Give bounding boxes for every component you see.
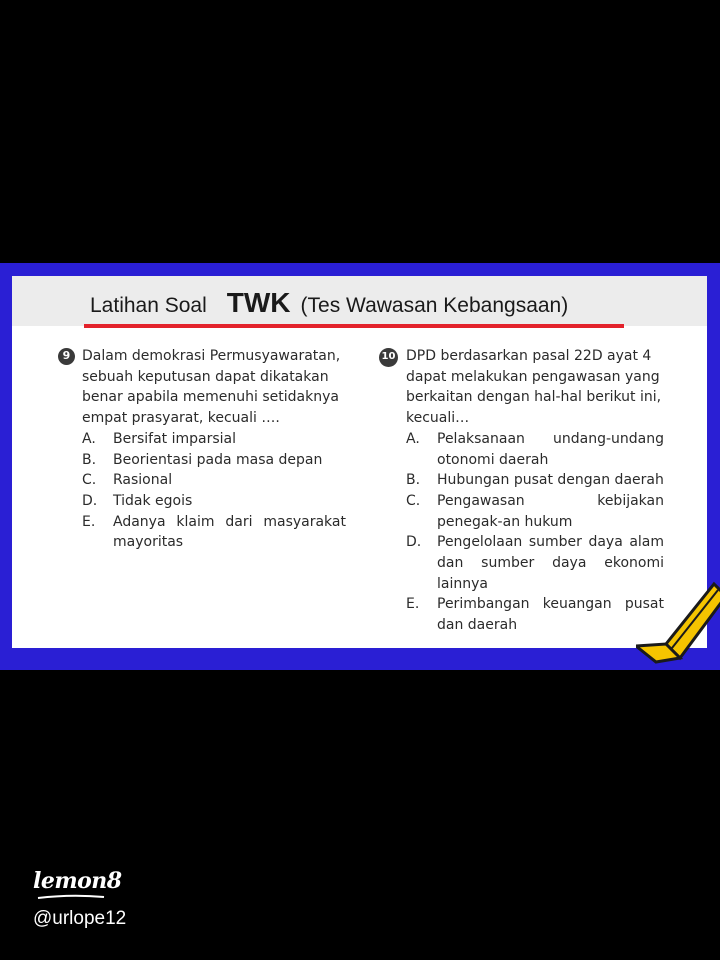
question-card <box>12 276 707 648</box>
option-label: A. <box>82 430 96 447</box>
title-subtitle: (Tes Wawasan Kebangsaan) <box>300 294 569 317</box>
question-10 <box>382 346 664 636</box>
question-stem-line: benar apabila memenuhi setidaknya <box>82 389 339 406</box>
option-label: B. <box>82 451 97 468</box>
option-label: E. <box>406 596 420 613</box>
question-stem-line: dapat melakukan pengawasan yang <box>406 368 660 385</box>
option-text: Perimbangan keuangan pusat dan daerah <box>437 596 664 634</box>
card-header <box>12 276 707 326</box>
question-number-badge: 9 <box>58 348 75 365</box>
option-label: A. <box>406 430 420 447</box>
pencil-decoration-icon <box>636 576 720 666</box>
option-text: Pengawasan kebijakan penegak-an hukum <box>437 492 664 530</box>
page-title <box>90 287 568 327</box>
option-label: C. <box>82 472 97 489</box>
title-prefix: Latihan Soal <box>90 294 207 317</box>
question-stem-line: DPD berdasarkan pasal 22D ayat 4 <box>406 348 652 364</box>
question-stem-line: berkaitan dengan hal-hal berikut ini, <box>406 389 662 406</box>
answer-option[interactable] <box>58 429 354 450</box>
option-label: E. <box>82 513 96 530</box>
question-stem-line: kecuali… <box>406 410 470 427</box>
title-highlight: TWK <box>226 287 291 318</box>
question-stem-line: Dalam demokrasi Permusyawaratan, <box>82 348 341 364</box>
answer-option[interactable] <box>382 429 664 470</box>
answer-option[interactable] <box>382 594 664 635</box>
option-label: D. <box>406 534 422 551</box>
logo-swoosh-icon <box>36 894 106 900</box>
lemon8-logo: lemon8 <box>33 868 122 894</box>
question-number-badge: 10 <box>379 348 398 367</box>
option-text: Beorientasi pada masa depan <box>113 451 323 468</box>
option-text: Bersifat imparsial <box>113 430 237 447</box>
question-stem-line: empat prasyarat, kecuali …. <box>82 410 280 427</box>
option-text: Hubungan pusat dengan daerah <box>437 472 664 489</box>
option-text: Rasional <box>113 472 173 489</box>
title-underline <box>84 324 624 328</box>
user-handle[interactable]: @urlope12 <box>33 908 127 929</box>
answer-option[interactable] <box>58 450 354 471</box>
option-text: Pelaksanaan undang-undang otonomi daerah <box>437 430 664 468</box>
answer-option[interactable] <box>58 512 354 553</box>
answer-option[interactable] <box>382 470 664 491</box>
answer-option[interactable] <box>58 491 354 512</box>
answer-option[interactable] <box>58 470 354 491</box>
question-stem-line: sebuah keputusan dapat dikatakan <box>82 368 329 385</box>
option-label: C. <box>406 492 421 509</box>
option-label: D. <box>82 492 98 509</box>
option-label: B. <box>406 472 421 489</box>
option-text: Tidak egois <box>113 492 193 509</box>
question-9 <box>58 346 354 553</box>
option-text: Pengelolaan sumber daya alam dan sumber daya ekonomi lainnya <box>437 534 664 592</box>
option-text: Adanya klaim dari masyarakat mayoritas <box>113 513 346 551</box>
answer-option[interactable] <box>382 491 664 532</box>
answer-option[interactable] <box>382 532 664 594</box>
